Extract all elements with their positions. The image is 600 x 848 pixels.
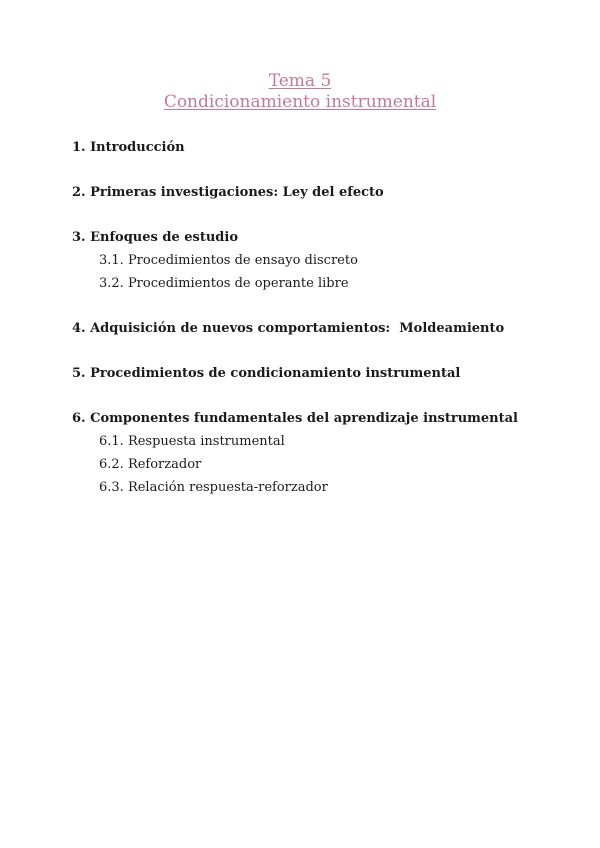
section-primeras-investigaciones [72,181,552,204]
section-title: 5. Procedimientos de condicionamiento instrumental [72,366,461,381]
section-enfoques-de-estudio [72,226,552,295]
section-title: 4. Adquisición de nuevos comportamientos: Moldeamiento [72,321,505,336]
section-title: 1. Introducción [72,140,185,155]
title-topic-name: Condicionamiento instrumental [163,92,437,112]
section-adquisicion [72,317,552,340]
subsection-item: 6.1. Respuesta instrumental [99,434,285,449]
section-title: 3. Enfoques de estudio [72,230,239,245]
table-of-contents [72,136,552,521]
section-procedimientos [72,362,552,385]
section-componentes [72,407,552,499]
section-title: 6. Componentes fundamentales del aprendizaje instrumental [72,411,518,426]
document-title [0,71,600,113]
section-title: 2. Primeras investigaciones: Ley del efecto [72,185,384,200]
subsection-item: 3.2. Procedimientos de operante libre [99,276,349,291]
subsection-item: 6.3. Relación respuesta-reforzador [99,480,328,495]
title-topic-number: Tema 5 [268,71,332,91]
subsection-item: 6.2. Reforzador [99,457,202,472]
section-introduccion [72,136,552,159]
subsection-item: 3.1. Procedimientos de ensayo discreto [99,253,358,268]
